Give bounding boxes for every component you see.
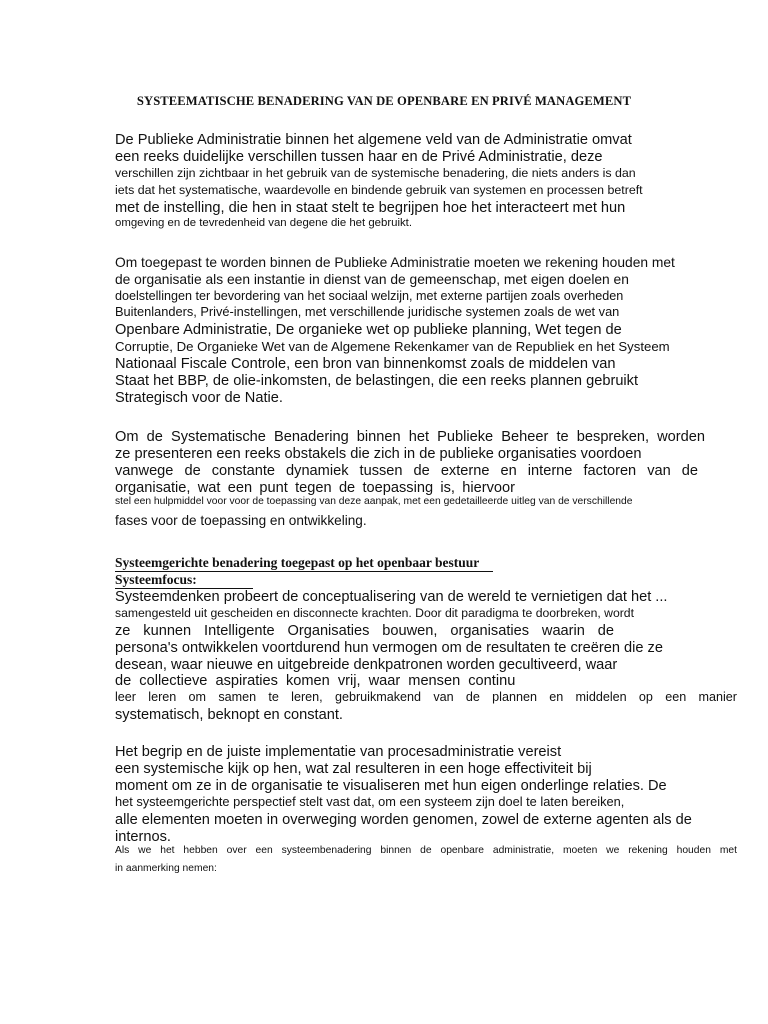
section-subheading: Systeemfocus: [115, 572, 197, 587]
text-line: moment om ze in de organisatie te visualiseren met hun eigen onderlinge relaties. De [115, 778, 667, 794]
text-line: De Publieke Administratie binnen het algemene veld van de Administratie omvat [115, 132, 632, 148]
text-line: het systeemgerichte perspectief stelt vast dat, om een systeem zijn doel te laten bereiken, [115, 794, 625, 809]
text-line: fases voor de toepassing en ontwikkeling. [115, 513, 367, 528]
document-title: SYSTEEMATISCHE BENADERING VAN DE OPENBARE EN PRIVÉ MANAGEMENT [136, 94, 632, 108]
text-line: Om toegepast te worden binnen de Publieke Administratie moeten we rekening houden met [115, 255, 675, 270]
text-line: een systemische kijk op hen, wat zal resulteren in een hoge effectiviteit bij [115, 761, 592, 777]
text-line: iets dat het systematische, waardevolle en bindende gebruik van systemen en processen betreft [115, 183, 643, 197]
text-line: Openbare Administratie, De organieke wet op publieke planning, Wet tegen de [115, 322, 622, 338]
text-line: Het begrip en de juiste implementatie van procesadministratie vereist [115, 744, 562, 760]
text-line: ze presenteren een reeks obstakels die zich in de publieke organisaties voordoen [115, 446, 642, 462]
text-line: verschillen zijn zichtbaar in het gebruik van de systemische benadering, die niets anders is dan [115, 166, 636, 180]
text-line: Staat het BBP, de olie-inkomsten, de belastingen, die een reeks plannen gebruikt [115, 373, 639, 389]
text-line: Nationaal Fiscale Controle, een bron van binnenkomst zoals de middelen van [115, 356, 616, 372]
text-line: desean, waar nieuwe en uitgebreide denkpatronen worden gecultiveerd, waar [115, 657, 618, 673]
text-line: organisatie, wat een punt tegen de toepassing is, hiervoor [115, 480, 515, 496]
text-line: stel een hulpmiddel voor voor de toepassing van deze aanpak, met een gedetailleerde uitleg van de verschillende [115, 496, 633, 507]
section-heading: Systeemgerichte benadering toegepast op het openbaar bestuur [115, 555, 480, 570]
text-line: in aanmerking nemen: [115, 863, 217, 874]
text-line: Corruptie, De Organieke Wet van de Algemene Rekenkamer van de Republiek en het Systeem [115, 339, 670, 354]
text-line: met de instelling, die hen in staat stelt te begrijpen hoe het interacteert met hun [115, 200, 626, 216]
text-line: de collectieve aspiraties komen vrij, waar mensen continu [115, 673, 516, 689]
text-line: de organisatie als een instantie in dienst van de gemeenschap, met eigen doelen en [115, 272, 629, 287]
text-line: samengesteld uit gescheiden en disconnecte krachten. Door dit paradigma te doorbreken, wordt [115, 606, 634, 620]
text-line: Buitenlanders, Privé-instellingen, met verschillende juridische systemen zoals de wet van [115, 304, 620, 319]
text-line: Systeemdenken probeert de conceptualisering van de wereld te vernietigen dat het ... [115, 589, 668, 605]
text-line: ze kunnen Intelligente Organisaties bouwen, organisaties waarin de [115, 623, 614, 639]
text-line: een reeks duidelijke verschillen tussen haar en de Privé Administratie, deze [115, 149, 603, 165]
text-line: doelstellingen ter bevordering van het sociaal welzijn, met externe partijen zoals overheden [115, 289, 624, 303]
text-line: vanwege de constante dynamiek tussen de externe en interne factoren van de [115, 463, 698, 479]
text-line: omgeving en de tevredenheid van degene die het gebruikt. [115, 217, 413, 229]
text-line: Strategisch voor de Natie. [115, 390, 283, 406]
text-line: systematisch, beknopt en constant. [115, 707, 343, 723]
text-line: internos. [115, 829, 171, 845]
text-line: leer leren om samen te leren, gebruikmakend van de plannen en middelen op een manier [115, 690, 737, 704]
text-line: Om de Systematische Benadering binnen het Publieke Beheer te bespreken, worden [115, 429, 705, 445]
text-line: persona's ontwikkelen voortdurend hun vermogen om de resultaten te creëren die ze [115, 640, 663, 656]
text-line: Als we het hebben over een systeembenadering binnen de openbare administratie, moeten we rekening houden met [115, 845, 737, 856]
text-line: alle elementen moeten in overweging worden genomen, zowel de externe agenten als de [115, 812, 692, 828]
